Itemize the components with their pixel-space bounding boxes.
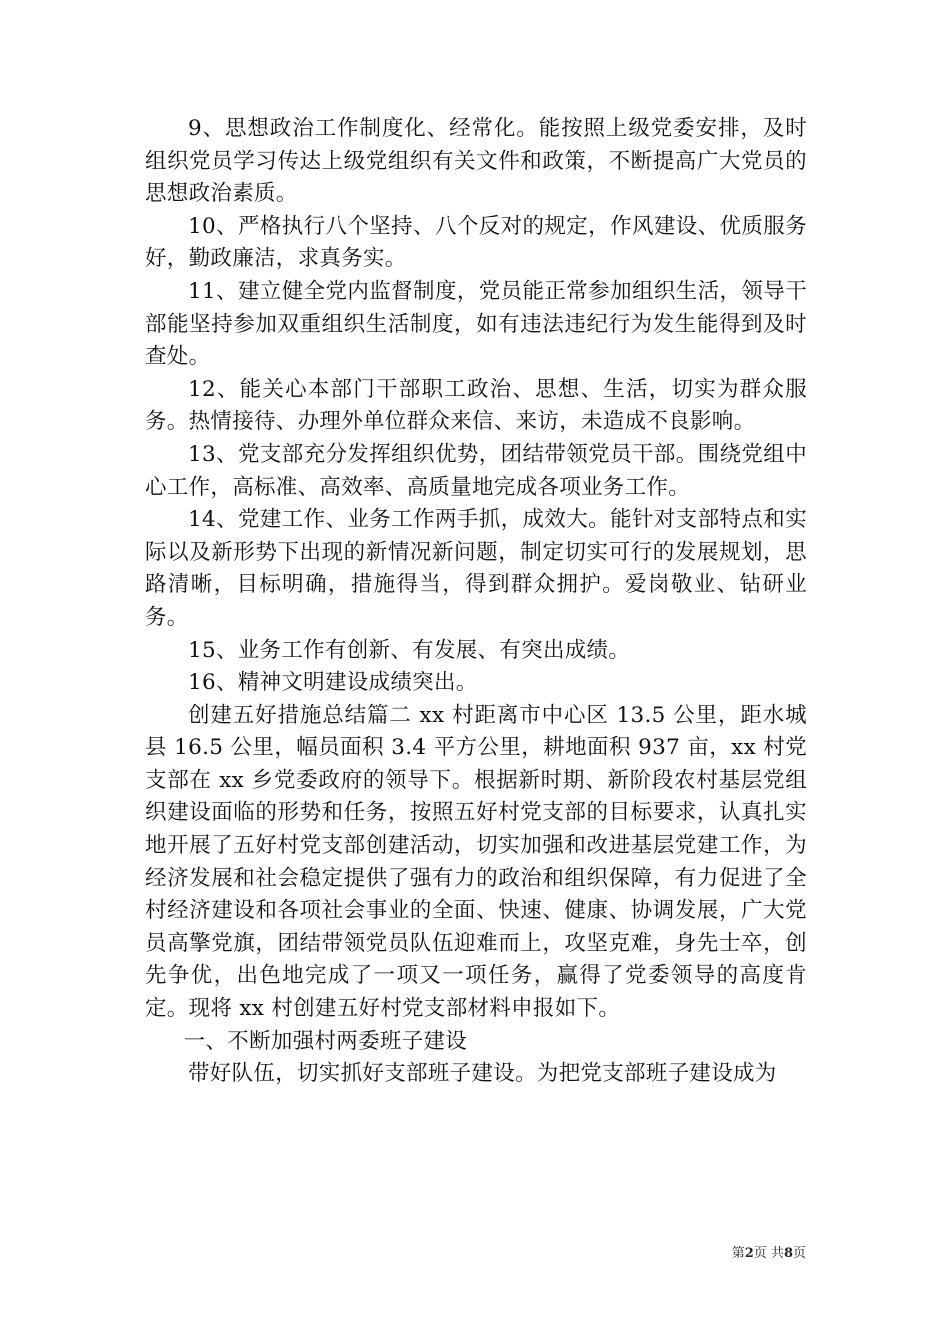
paragraph-item-15: 15、业务工作有创新、有发展、有突出成绩。: [188, 637, 631, 663]
document-body: [145, 113, 807, 1091]
closing-paragraph: 带好队伍，切实抓好支部班子建设。为把党支部班子建设成为: [188, 1061, 777, 1087]
paragraph-item-9: 9、思想政治工作制度化、经常化。能按照上级党委安排，及时组织党员学习传达上级党组织有关文件和政策，不断提高广大党员的思想政治素质。: [145, 116, 807, 207]
page-footer: [700, 1246, 806, 1262]
paragraph-summary-part-two: 创建五好措施总结篇二 xx 村距离市中心区 13.5 公里，距水城县 16.5 公里，幅员面积 3.4 平方公里，耕地面积 937 亩，xx 村党支部在 xx 乡党委政府的领导下。根据新时期、新阶段农村基层党组织建设面临的形势和任务，按照五好村党支部的目标要求，认真扎实地开展了五好村党支部创建活动，切实加强和改进基层党建工作，为经济发展和社会稳定提供了强有力的政治和组织保障，有力促进了全村经济建设和各项社会事业的全面、快速、健康、协调发展，广大党员高擎党旗，团结带领党员队伍迎难而上，攻坚克难，身先士卒，创先争优，出色地完成了一项又一项任务，赢得了党委领导的高度肯定。现将 xx 村创建五好村党支部材料申报如下。: [145, 702, 807, 1022]
section-heading: 一、不断加强村两委班子建设: [183, 1028, 468, 1054]
footer-suffix: 页: [792, 1246, 806, 1261]
current-page-number: 2: [744, 1246, 754, 1261]
footer-middle: 页 共: [753, 1246, 784, 1261]
paragraph-item-16: 16、精神文明建设成绩突出。: [188, 670, 478, 696]
total-pages-number: 8: [783, 1246, 793, 1261]
paragraph-item-14: 14、党建工作、业务工作两手抓，成效大。能针对支部特点和实际以及新形势下出现的新情况新问题，制定切实可行的发展规划，思路清晰，目标明确，措施得当，得到群众拥护。爱岗敬业、钻研业务。: [145, 507, 807, 630]
footer-prefix: 第: [731, 1246, 745, 1261]
paragraph-item-13: 13、党支部充分发挥组织优势，团结带领党员干部。围绕党组中心工作，高标准、高效率、高质量地完成各项业务工作。: [145, 441, 807, 500]
paragraph-item-12: 12、能关心本部门干部职工政治、思想、生活，切实为群众服务。热情接待、办理外单位群众来信、来访，未造成不良影响。: [145, 376, 807, 435]
paragraph-item-10: 10、严格执行八个坚持、八个反对的规定，作风建设、优质服务好，勤政廉洁，求真务实。: [145, 213, 807, 272]
paragraph-item-11: 11、建立健全党内监督制度，党员能正常参加组织生活，领导干部能坚持参加双重组织生活制度，如有违法违纪行为发生能得到及时查处。: [145, 278, 807, 370]
